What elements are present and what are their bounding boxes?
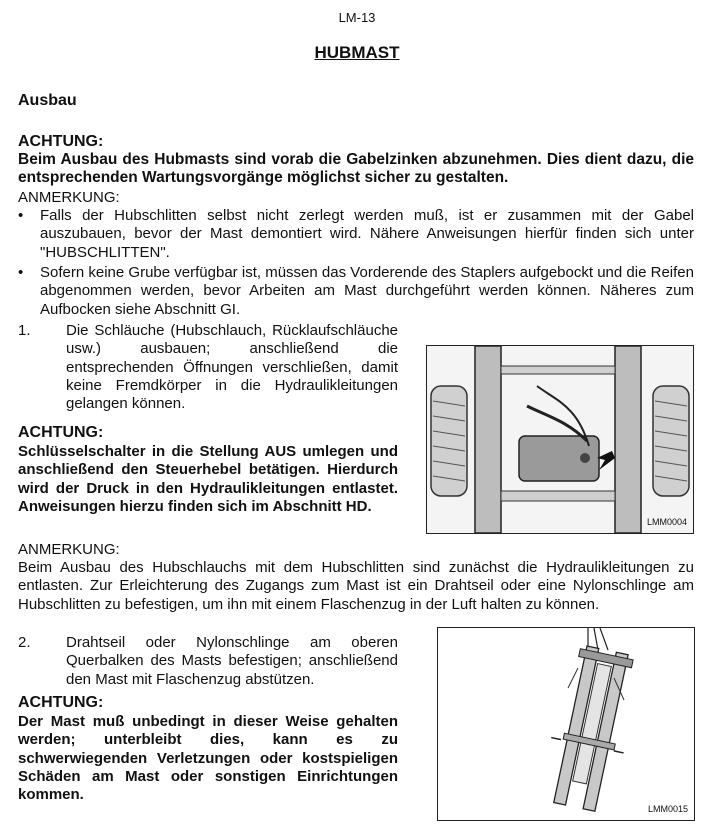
mast-base-illustration [427,346,693,533]
figure-caption: LMM0004 [646,517,687,527]
page-number: LM-13 [338,10,376,25]
step-text: Drahtseil oder Nylonschlinge am oberen Querbalken des Masts befestigen; anschließend den Mast mit Flaschenzug abstützen. [66,634,398,688]
step-number: 1. [18,322,31,339]
warning-text-3: Der Mast muß unbedingt in dieser Weise gehalten werden; unterbleibt dies, kann es zu schwerwiegenden Verletzungen oder kostspieligen Schäden am Mast oder sonstigen Einrichtungen kommen. [18,713,398,804]
step-number: 2. [18,634,31,651]
warning-text-2: Schlüsselschalter in die Stellung AUS umlegen und anschließend den Steuerhebel betätigen. Hierdurch wird der Druck in den Hydraulikleitungen entlastet. Anweisungen hierzu finden sich im Abschnitt HD. [18,443,398,515]
note-text-2: Beim Ausbau des Hubschlauchs mit dem Hubschlitten sind zunächst die Hydraulikleitungen zu entlasten. Zur Erleichterung des Zugangs zum Mast ist ein Drahtseil oder eine Nylonschlinge am Hubschlitten zu befestigen, um ihn mit einem Flaschenzug in der Luft halten zu können. [18,559,694,613]
note-bullet-1 [18,207,694,262]
step-1 [18,322,398,413]
bullet-dot-icon: • [18,207,24,224]
warning-label-2: ACHTUNG: [18,424,104,441]
step-text: Die Schläuche (Hubschlauch, Rücklaufschläuche usw.) ausbauen; anschließend die entsprechenden Öffnungen verschließen, damit keine Fremdkörper in die Hydraulikleitungen gelangen können. [66,322,398,413]
note-bullet-text: Sofern keine Grube verfügbar ist, müssen das Vorderende des Staplers aufgebockt und die Reifen abgenommen werden, bevor Arbeiten am Mast durchgeführt werden können. Näheres zum Aufbocken siehe Abschnitt GI. [40,264,694,318]
page-title: HUBMAST [314,43,400,62]
figure-mast-base [426,345,694,534]
warning-label-1: ACHTUNG: [18,133,104,150]
note-label-1: ANMERKUNG: [18,189,120,206]
note-bullet-text: Falls der Hubschlitten selbst nicht zerlegt werden muß, ist er zusammen mit der Gabel auszubauen, bevor der Mast demontiert wird. Nähere Anweisungen hierfür finden sich unter "HUBSCHLITTEN". [40,207,694,261]
bullet-dot-icon: • [18,264,24,281]
section-heading: Ausbau [18,92,77,109]
figure-caption: LMM0015 [647,804,688,814]
note-bullet-2 [18,264,694,319]
figure-mast-hoist [437,627,695,821]
mast-hoist-illustration [438,628,694,820]
warning-text-1: Beim Ausbau des Hubmasts sind vorab die Gabelzinken abzunehmen. Dies dient dazu, die entsprechenden Wartungsvorgänge möglichst sicher zu gestalten. [18,151,694,187]
note-label-2: ANMERKUNG: [18,541,120,558]
warning-label-3: ACHTUNG: [18,694,104,711]
step-2 [18,634,398,689]
